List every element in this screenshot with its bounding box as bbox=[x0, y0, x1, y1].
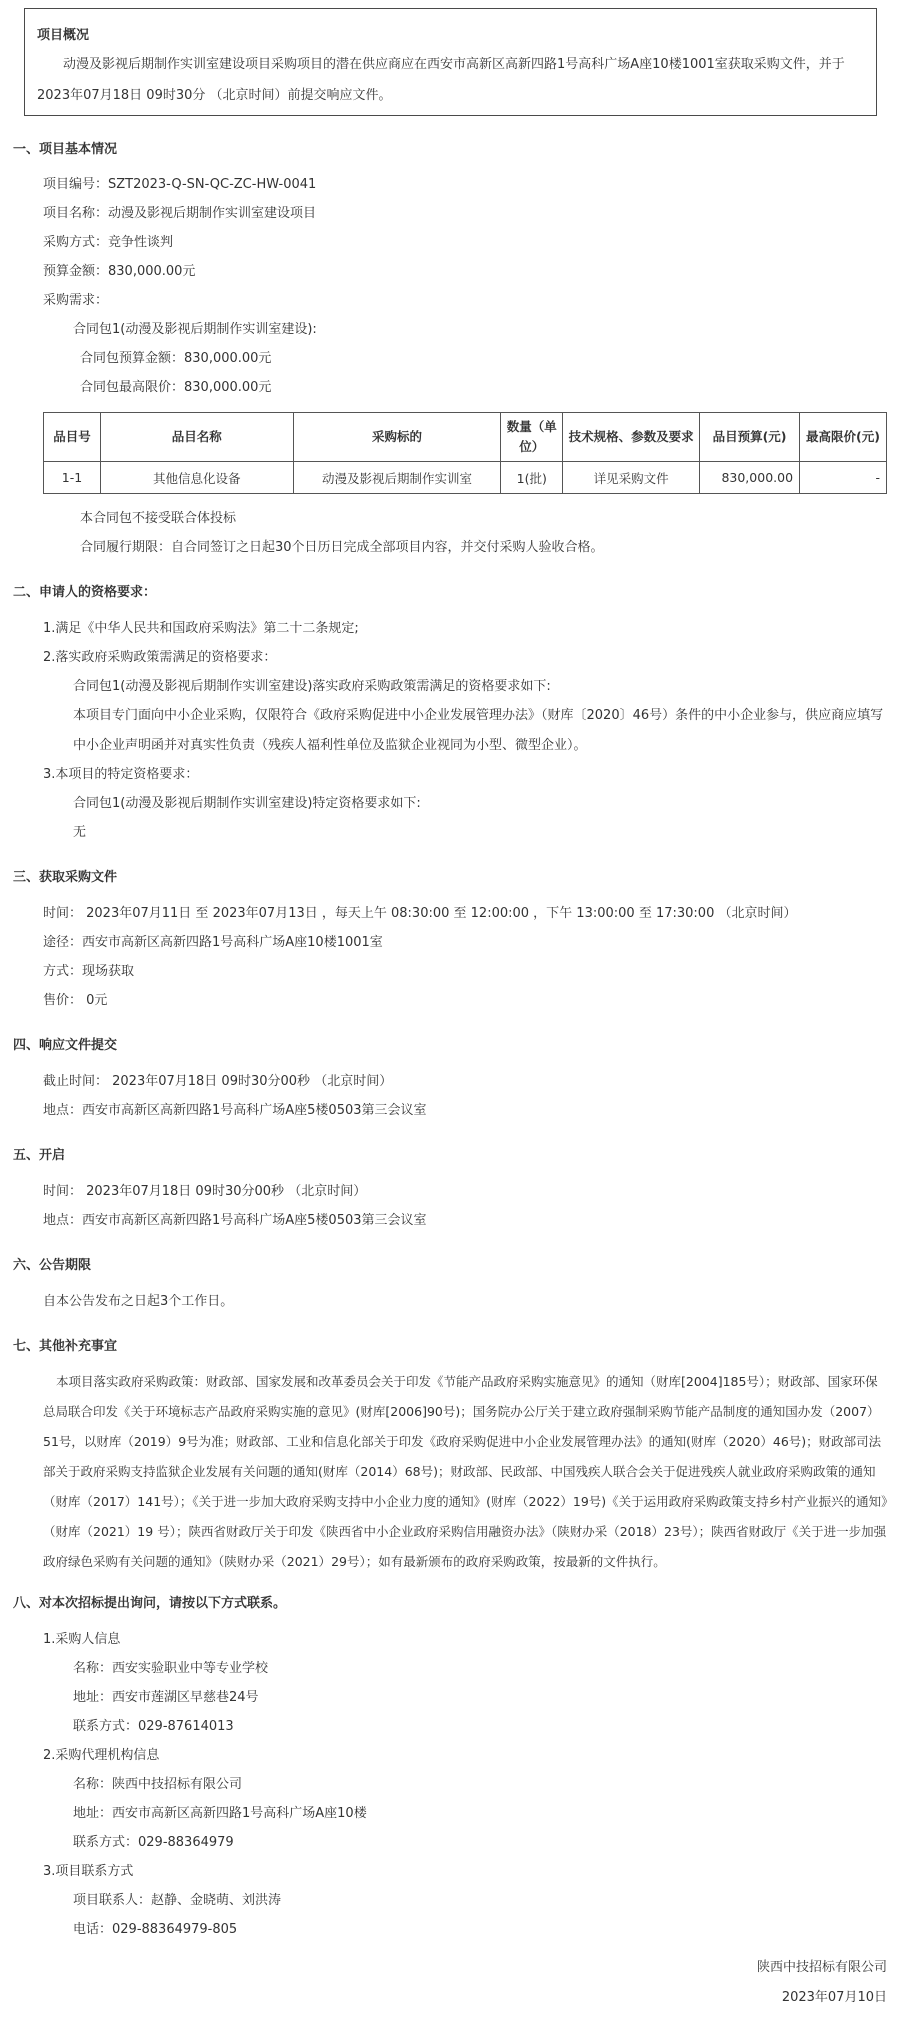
package-max-price: 合同包最高限价：830,000.00元 bbox=[80, 380, 272, 395]
cell-max-price: - bbox=[800, 462, 887, 494]
qualification-item-2: 2.落实政府采购政策需满足的资格要求： bbox=[43, 650, 277, 665]
cell-item-no: 1-1 bbox=[44, 462, 101, 494]
cell-spec: 详见采购文件 bbox=[563, 462, 700, 494]
supplementary-policy-text: 本项目落实政府采购政策：财政部、国家发展和改革委员会关于印发《节能产品政府采购实施意见》的通知（财库[2004]185号）；财政部、国家环保总局联合印发《关于环境标志产品政府采购实施的意见》(财库[2006]90号)；国务院办公厅关于建立政府强制采购节能产品制度的通知国办发（2007）51号，以财库（2019）9号为准；财政部、工业和信息化部关于印发《政府采购促进中小企业发展管理办法》的通知(财库（2020）46号)；财政部司法部关于政府采购支持监狱企业发展有关问题的通知(财库（2014）68号)；财政部、民政部、中国残疾人联合会关于促进残疾人就业政府采购政策的通知（财库（2017）141号）；《关于进一步加大政府采购支持中小企业力度的通知》(财库（2022）19号)《关于运用政府采购政策支持乡村产业振兴的通知》（财库（2021）19 号）；陕西省财政厅关于印发《陕西省中小企业政府采购信用融资办法》（陕财办采（2018）23号）；陕西省财政厅《关于进一步加强政府绿色采购有关问题的通知》（陕财办采（2021）29号）；如有最新颁布的政府采购政策，按最新的文件执行。 bbox=[43, 1374, 888, 1569]
project-contacts: 项目联系人：赵静、金晓萌、刘洪涛 bbox=[73, 1893, 282, 1908]
agency-name: 名称：陕西中技招标有限公司 bbox=[73, 1777, 243, 1792]
header-subject: 采购标的 bbox=[293, 413, 501, 462]
acquire-way: 方式：现场获取 bbox=[43, 964, 135, 979]
header-quantity: 数量（单位） bbox=[501, 413, 563, 462]
contract-period: 合同履行期限：自合同签订之日起30个日历日完成全部项目内容，并交付采购人验收合格。 bbox=[80, 540, 604, 555]
project-contact-title: 3.项目联系方式 bbox=[43, 1864, 134, 1879]
cell-budget: 830,000.00 bbox=[700, 462, 800, 494]
contract-package: 合同包1(动漫及影视后期制作实训室建设): bbox=[73, 322, 317, 337]
cell-subject: 动漫及影视后期制作实训室 bbox=[293, 462, 501, 494]
qualification-item-3-text: 无 bbox=[73, 825, 87, 840]
header-item-no: 品目号 bbox=[44, 413, 101, 462]
package-budget: 合同包预算金额：830,000.00元 bbox=[80, 351, 272, 366]
section-8-heading: 八、对本次招标提出询问，请按以下方式联系。 bbox=[13, 1596, 287, 1611]
section-7-heading: 七、其他补充事宜 bbox=[13, 1339, 118, 1354]
qualification-item-3-sub: 合同包1(动漫及影视后期制作实训室建设)特定资格要求如下: bbox=[73, 796, 421, 811]
header-spec: 技术规格、参数及要求 bbox=[563, 413, 700, 462]
section-5-heading: 五、开启 bbox=[13, 1148, 66, 1163]
section-4-heading: 四、响应文件提交 bbox=[13, 1038, 118, 1053]
purchaser-info-title: 1.采购人信息 bbox=[43, 1632, 121, 1647]
qualification-item-1: 1.满足《中华人民共和国政府采购法》第二十二条规定; bbox=[43, 621, 359, 636]
header-item-name: 品目名称 bbox=[100, 413, 293, 462]
table-row bbox=[44, 462, 887, 494]
project-overview-box bbox=[24, 8, 877, 116]
section-2-heading: 二、申请人的资格要求： bbox=[13, 585, 157, 600]
section-1-heading: 一、项目基本情况 bbox=[13, 142, 118, 157]
signature-company: 陕西中技招标有限公司 bbox=[756, 1960, 887, 1975]
opening-time: 时间： 2023年07月18日 09时30分00秒 （北京时间） bbox=[43, 1184, 367, 1199]
qualification-item-2-text: 本项目专门面向中小企业采购，仅限符合《政府采购促进中小企业发展管理办法》（财库〔2020〕46号）条件的中小企业参与，供应商应填写中小企业声明函并对真实性负责（残疾人福利性单位及监狱企业视同为小型、微型企业）。 bbox=[73, 708, 884, 753]
agency-info-title: 2.采购代理机构信息 bbox=[43, 1748, 160, 1763]
procurement-method: 采购方式：竞争性谈判 bbox=[43, 235, 174, 250]
qualification-item-2-sub: 合同包1(动漫及影视后期制作实训室建设)落实政府采购政策需满足的资格要求如下: bbox=[73, 679, 551, 694]
cell-item-name: 其他信息化设备 bbox=[100, 462, 293, 494]
project-contact-phone: 电话：029-88364979-805 bbox=[73, 1922, 238, 1937]
cell-quantity: 1(批) bbox=[501, 462, 563, 494]
section-6-heading: 六、公告期限 bbox=[13, 1258, 92, 1273]
acquire-time: 时间： 2023年07月11日 至 2023年07月13日 ，每天上午 08:30:00 至 12:00:00 ，下午 13:00:00 至 17:30:00 （北京时间） bbox=[43, 906, 797, 921]
items-table bbox=[43, 412, 887, 494]
budget-amount: 预算金额：830,000.00元 bbox=[43, 264, 196, 279]
announcement-period: 自本公告发布之日起3个工作日。 bbox=[43, 1294, 234, 1309]
header-budget: 品目预算(元) bbox=[700, 413, 800, 462]
table-header-row bbox=[44, 413, 887, 462]
submission-deadline: 截止时间： 2023年07月18日 09时30分00秒 （北京时间） bbox=[43, 1074, 393, 1089]
purchaser-phone: 联系方式：029-87614013 bbox=[73, 1719, 234, 1734]
overview-body: 动漫及影视后期制作实训室建设项目采购项目的潜在供应商应在西安市高新区高新四路1号高科广场A座10楼1001室获取采购文件，并于 2023年07月18日 09时30分 （北京时间）前提交响应文件。 bbox=[37, 57, 845, 103]
purchaser-address: 地址：西安市莲湖区早慈巷24号 bbox=[73, 1690, 259, 1705]
procurement-demand-label: 采购需求： bbox=[43, 293, 109, 308]
purchaser-name: 名称：西安实验职业中等专业学校 bbox=[73, 1661, 269, 1676]
document-price: 售价： 0元 bbox=[43, 993, 108, 1008]
project-name: 项目名称：动漫及影视后期制作实训室建设项目 bbox=[43, 206, 317, 221]
signature-date: 2023年07月10日 bbox=[781, 1990, 887, 2005]
project-number: 项目编号：SZT2023-Q-SN-QC-ZC-HW-0041 bbox=[43, 177, 317, 192]
header-max-price: 最高限价(元) bbox=[800, 413, 887, 462]
qualification-item-3: 3.本项目的特定资格要求： bbox=[43, 767, 199, 782]
acquire-route: 途径：西安市高新区高新四路1号高科广场A座10楼1001室 bbox=[43, 935, 383, 950]
agency-phone: 联系方式：029-88364979 bbox=[73, 1835, 234, 1850]
submission-place: 地点：西安市高新区高新四路1号高科广场A座5楼0503第三会议室 bbox=[43, 1103, 427, 1118]
agency-address: 地址：西安市高新区高新四路1号高科广场A座10楼 bbox=[73, 1806, 367, 1821]
overview-title: 项目概况 bbox=[37, 28, 90, 43]
opening-place: 地点：西安市高新区高新四路1号高科广场A座5楼0503第三会议室 bbox=[43, 1213, 427, 1228]
section-3-heading: 三、获取采购文件 bbox=[13, 870, 118, 885]
consortium-note: 本合同包不接受联合体投标 bbox=[80, 511, 237, 526]
